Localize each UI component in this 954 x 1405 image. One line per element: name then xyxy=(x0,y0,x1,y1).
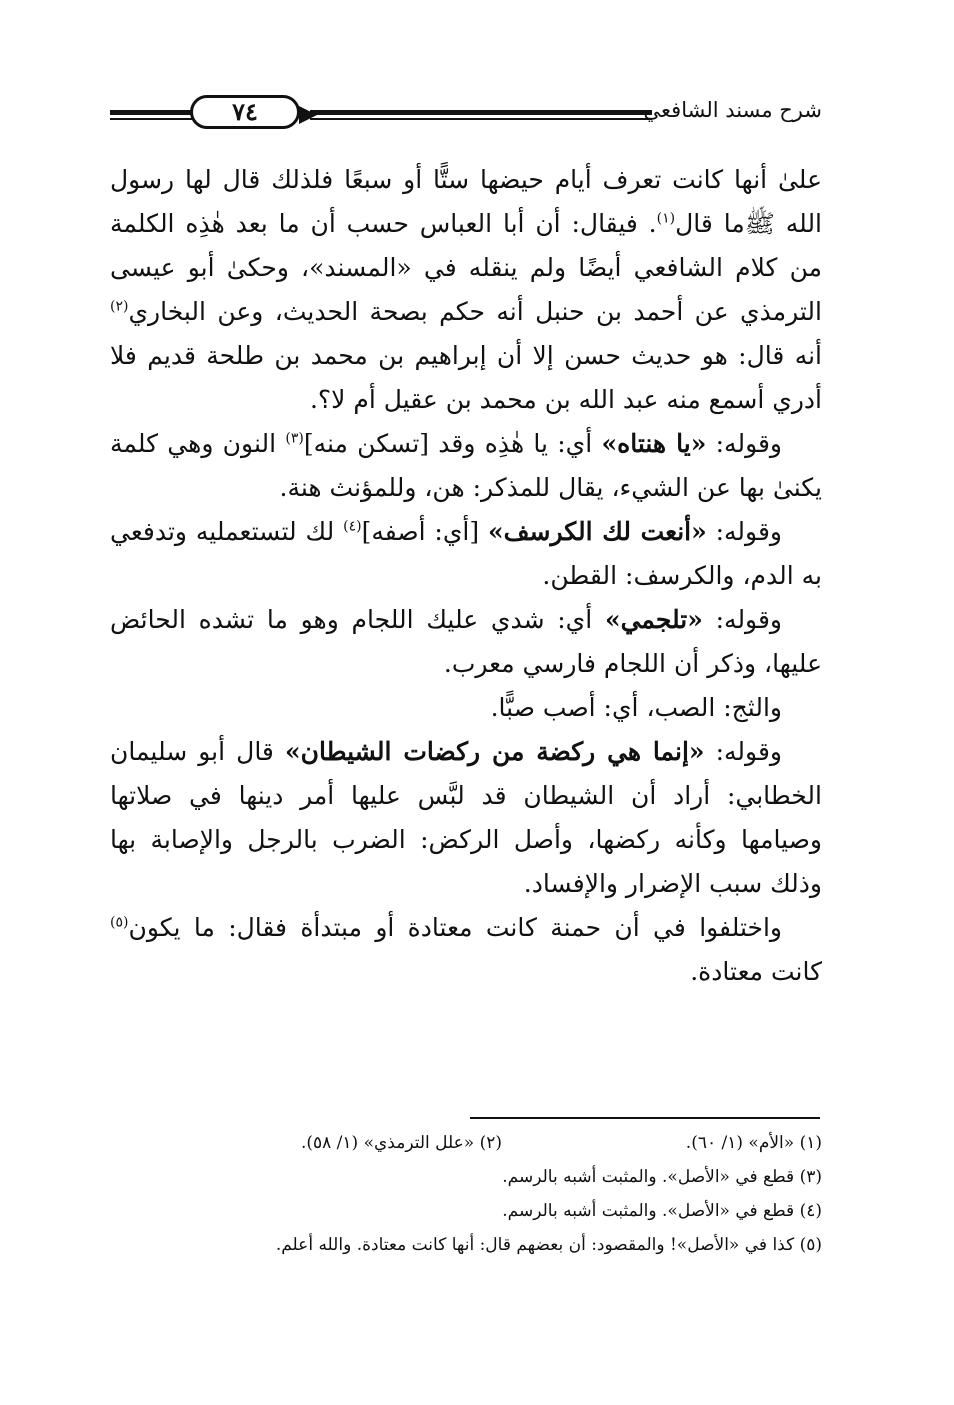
text-run: أنه قال: هو حديث حسن إلا أن إبراهيم بن محمد بن طلحة قديم فلا أدري أسمع منه عبد الله بن محمد بن عقيل أم لا؟. xyxy=(110,341,822,414)
text-run: علىٰ أنها كانت تعرف أيام حيضها ستًّا أو سبعًا فلذلك قال لها رسول الله ﷺما قال xyxy=(110,165,823,238)
footnote-5: (٥) كذا في «الأصل»! والمقصود: أن بعضهم قال: أنها كانت معتادة. والله أعلم. xyxy=(275,1235,822,1255)
footnote-marker: (٢) xyxy=(110,298,129,315)
footnote-row xyxy=(110,1126,822,1160)
page-header xyxy=(110,92,822,136)
footnote-4: (٤) قطع في «الأصل». والمثبت أشبه بالرسم. xyxy=(502,1201,822,1221)
footnote-marker: (١) xyxy=(656,210,676,227)
paragraph xyxy=(110,730,822,906)
running-title: شرح مسند الشافعي xyxy=(643,98,822,122)
text-run: واختلفوا في أن حمنة كانت معتادة أو مبتدأة فقال: ما يكون xyxy=(128,913,782,942)
text-run: أي: يا هٰذِه وقد [تسكن منه] xyxy=(303,429,602,458)
text-run: [أي: أصفه] xyxy=(361,517,488,546)
footnote-3: (٣) قطع في «الأصل». والمثبت أشبه بالرسم. xyxy=(502,1167,822,1187)
text-run: وقوله: xyxy=(704,737,782,766)
paragraph xyxy=(110,598,822,686)
text-run: أي: شدي عليك اللجام وهو ما تشده الحائض عليها، وذكر أن اللجام فارسي معرب. xyxy=(110,605,822,678)
paragraph xyxy=(110,510,822,598)
footnote-marker: (٣) xyxy=(285,430,304,447)
page-number-badge xyxy=(190,95,300,129)
paragraph xyxy=(110,686,822,730)
paragraph xyxy=(110,158,822,422)
text-run: وقوله: xyxy=(706,517,782,546)
page-number: ٧٤ xyxy=(232,97,258,126)
text-run: لك لتستعمليه وتدفعي به الدم، والكرسف: القطن. xyxy=(110,517,822,590)
quoted-term: «أنعت لك الكرسف» xyxy=(488,517,707,546)
text-run: النون وهي كلمة يكنىٰ بها عن الشيء، يقال للمذكر: هن، وللمؤنث هنة. xyxy=(110,429,822,502)
footnote-marker: (٥) xyxy=(110,914,129,931)
footnote-1: (١) «الأم» (١/ ٦٠). xyxy=(685,1133,822,1153)
quoted-term: «يا هنتاه» xyxy=(601,429,707,458)
text-run: وقوله: xyxy=(706,429,783,458)
text-run: قال أبو سليمان الخطابي: أراد أن الشيطان قد لبَّس عليها أمر دينها في صلاتها وصيامها وكأنه ركضها، وأصل الركض: الضرب بالرجل والإصابة بها وذلك سبب الإضرار والإفساد. xyxy=(110,737,822,898)
text-run: والثج: الصب، أي: أصب صبًّا. xyxy=(490,693,782,722)
footnote-marker: (٤) xyxy=(343,518,362,535)
paragraph xyxy=(110,422,822,510)
main-text xyxy=(110,158,822,994)
footnote-separator xyxy=(470,1117,820,1119)
header-rule-right xyxy=(310,110,652,122)
paragraph xyxy=(110,906,822,994)
footnotes xyxy=(110,1126,822,1262)
quoted-term: «إنما هي ركضة من ركضات الشيطان» xyxy=(284,737,705,766)
text-run: وقوله: xyxy=(702,605,782,634)
text-run: كانت معتادة. xyxy=(690,957,822,986)
footnote-2: (٢) «علل الترمذي» (١/ ٥٨). xyxy=(300,1133,502,1153)
text-run: . فيقال: أن أبا العباس حسب أن ما بعد هٰذِه الكلمة من كلام الشافعي أيضًا ولم ينقله في «المسند»، وحكىٰ أبو عيسى الترمذي عن أحمد بن حنبل أنه حكم بصحة الحديث، وعن البخاري xyxy=(110,209,822,326)
quoted-term: «تلجمي» xyxy=(604,605,703,634)
